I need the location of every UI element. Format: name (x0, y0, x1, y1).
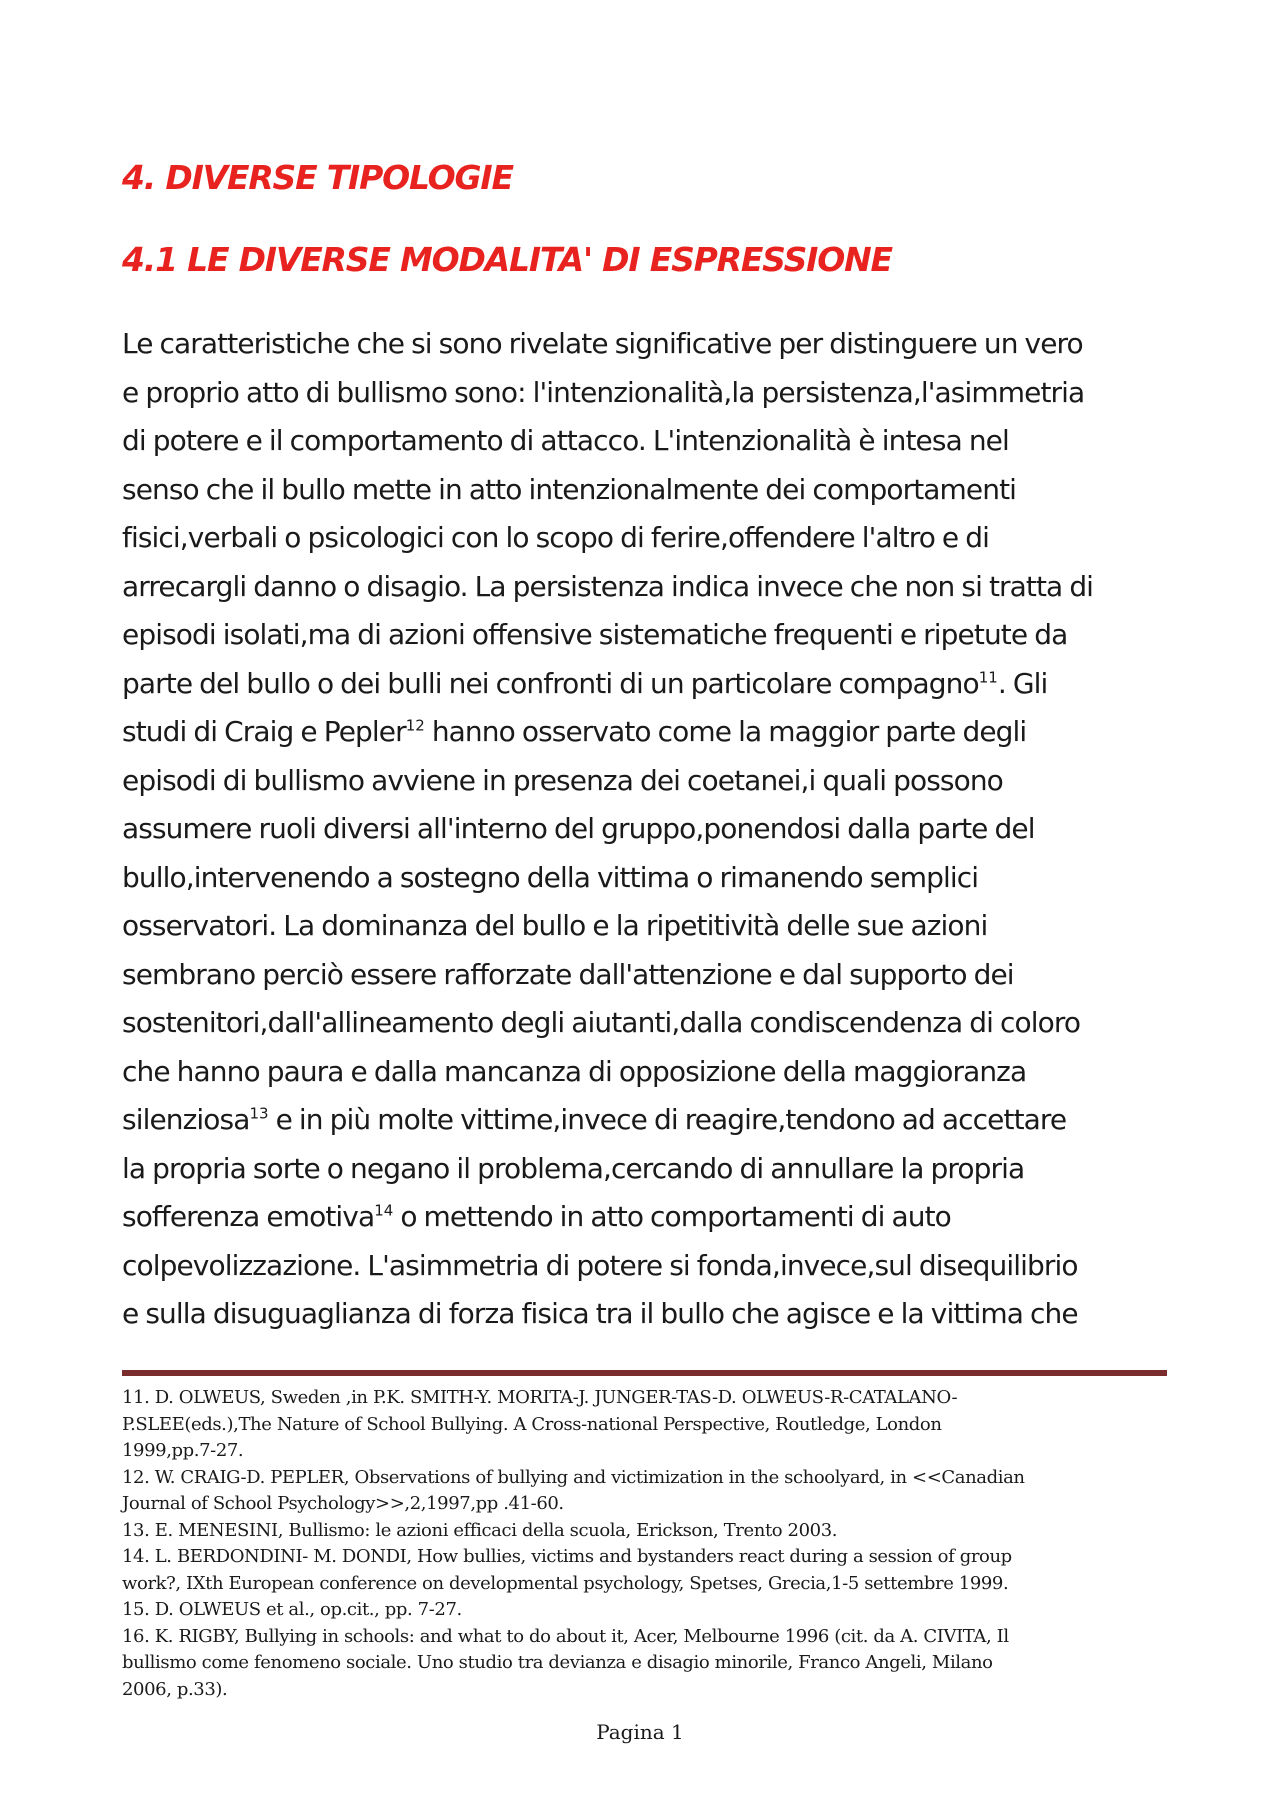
footnote-reference[interactable]: 11 (978, 668, 998, 687)
footnote-reference[interactable]: 12 (405, 716, 425, 735)
footnote-line: bullismo come fenomeno sociale. Uno studio tra devianza e disagio minorile, Franco Angeli, Milano (122, 1652, 993, 1673)
body-line: sembrano perciò essere rafforzate dall'attenzione e dal supporto dei (122, 957, 1014, 991)
footnote-item (122, 1465, 1172, 1518)
body-line: fisici,verbali o psicologici con lo scopo di ferire,offendere l'altro e di (122, 521, 990, 554)
footnote-line: 14. L. BERDONDINI- M. DONDI, How bullies, victims and bystanders react during a session of group (122, 1546, 1012, 1567)
body-line: che hanno paura e dalla mancanza di opposizione della maggioranza (122, 1054, 1027, 1088)
footnote-line: 13. E. MENESINI, Bullismo: le azioni efficaci della scuola, Erickson, Trento 2003. (122, 1519, 838, 1541)
body-text-run: studi di Craig e Pepler (122, 715, 406, 748)
footnote-line: P.SLEE(eds.),The Nature of School Bullying. A Cross-national Perspective, Routledge, London (122, 1413, 942, 1435)
body-text-run: e in più molte vittime,invece di reagire,tendono ad accettare (268, 1103, 1067, 1136)
body-line (122, 660, 1172, 709)
body-paragraph (122, 320, 1172, 1339)
body-text-run: silenziosa (122, 1103, 250, 1136)
body-line: episodi isolati,ma di azioni offensive sistematiche frequenti e ripetute da (122, 618, 1068, 651)
body-line: colpevolizzazione. L'asimmetria di potere si fonda,invece,sul disequilibrio (122, 1248, 1078, 1282)
body-line: e proprio atto di bullismo sono: l'intenzionalità,la persistenza,l'asimmetria (122, 375, 1085, 409)
body-line (122, 1096, 1172, 1145)
body-line: episodi di bullismo avviene in presenza dei coetanei,i quali possono (122, 763, 1003, 797)
section-heading: 4.1 LE DIVERSE MODALITA' DI ESPRESSIONE (122, 240, 892, 279)
footnote-reference[interactable]: 14 (374, 1201, 394, 1220)
footnote-item (122, 1597, 1172, 1624)
body-line: osservatori. La dominanza del bullo e la ripetitività delle sue azioni (122, 909, 988, 942)
footnote-line: 12. W. CRAIG-D. PEPLER, Observations of bullying and victimization in the schoolyard, in <<Canadian (122, 1466, 1025, 1488)
footnotes-list (122, 1385, 1172, 1703)
body-line (122, 1193, 1172, 1242)
footnote-line: 1999,pp.7-27. (122, 1440, 244, 1461)
body-text-run: . Gli (997, 666, 1048, 700)
footnote-item (122, 1624, 1172, 1704)
body-line: bullo,intervenendo a sostegno della vittima o rimanendo semplici (122, 860, 979, 894)
footnote-item (122, 1518, 1172, 1545)
body-line: la propria sorte o negano il problema,cercando di annullare la propria (122, 1151, 1025, 1185)
footnote-item (122, 1544, 1172, 1597)
body-line: arrecargli danno o disagio. La persistenza indica invece che non si tratta di (122, 569, 1094, 603)
body-line: e sulla disuguaglianza di forza fisica tra il bullo che agisce e la vittima che (122, 1297, 1078, 1330)
page-number: Pagina 1 (596, 1720, 684, 1744)
body-text-run: parte del bullo o dei bulli nei confronti di un particolare compagno (122, 666, 979, 700)
footnote-line: work?, IXth European conference on developmental psychology, Spetses, Grecia,1-5 settembre 1999. (122, 1572, 1009, 1594)
body-text-run: sofferenza emotiva (122, 1200, 375, 1233)
footnote-line: Journal of School Psychology>>,2,1997,pp .41-60. (122, 1493, 564, 1514)
footnote-line: 16. K. RIGBY, Bullying in schools: and what to do about it, Acer, Melbourne 1996 (cit. da A. CIVITA, Il (122, 1625, 1009, 1647)
footnote-separator (122, 1370, 1167, 1376)
body-line: Le caratteristiche che si sono rivelate significative per distinguere un vero (122, 327, 1083, 360)
body-line: assumere ruoli diversi all'interno del gruppo,ponendosi dalla parte del (122, 812, 1035, 845)
body-line (122, 708, 1172, 757)
footnote-line: 15. D. OLWEUS et al., op.cit., pp. 7-27. (122, 1599, 462, 1620)
footnote-item (122, 1385, 1172, 1465)
body-text-run: o mettendo in atto comportamenti di auto (393, 1200, 951, 1233)
body-line: senso che il bullo mette in atto intenzionalmente dei comportamenti (122, 472, 1017, 506)
footnote-line: 2006, p.33). (122, 1678, 228, 1700)
body-line: di potere e il comportamento di attacco. L'intenzionalità è intesa nel (122, 424, 1009, 457)
footnote-line: 11. D. OLWEUS, Sweden ,in P.K. SMITH-Y. MORITA-J. JUNGER-TAS-D. OLWEUS-R-CATALANO- (122, 1387, 958, 1408)
body-line: sostenitori,dall'allineamento degli aiutanti,dalla condiscendenza di coloro (122, 1006, 1081, 1039)
body-text-run: hanno osservato come la maggior parte degli (424, 715, 1027, 748)
chapter-heading: 4. DIVERSE TIPOLOGIE (122, 158, 513, 197)
footnote-reference[interactable]: 13 (249, 1104, 269, 1123)
